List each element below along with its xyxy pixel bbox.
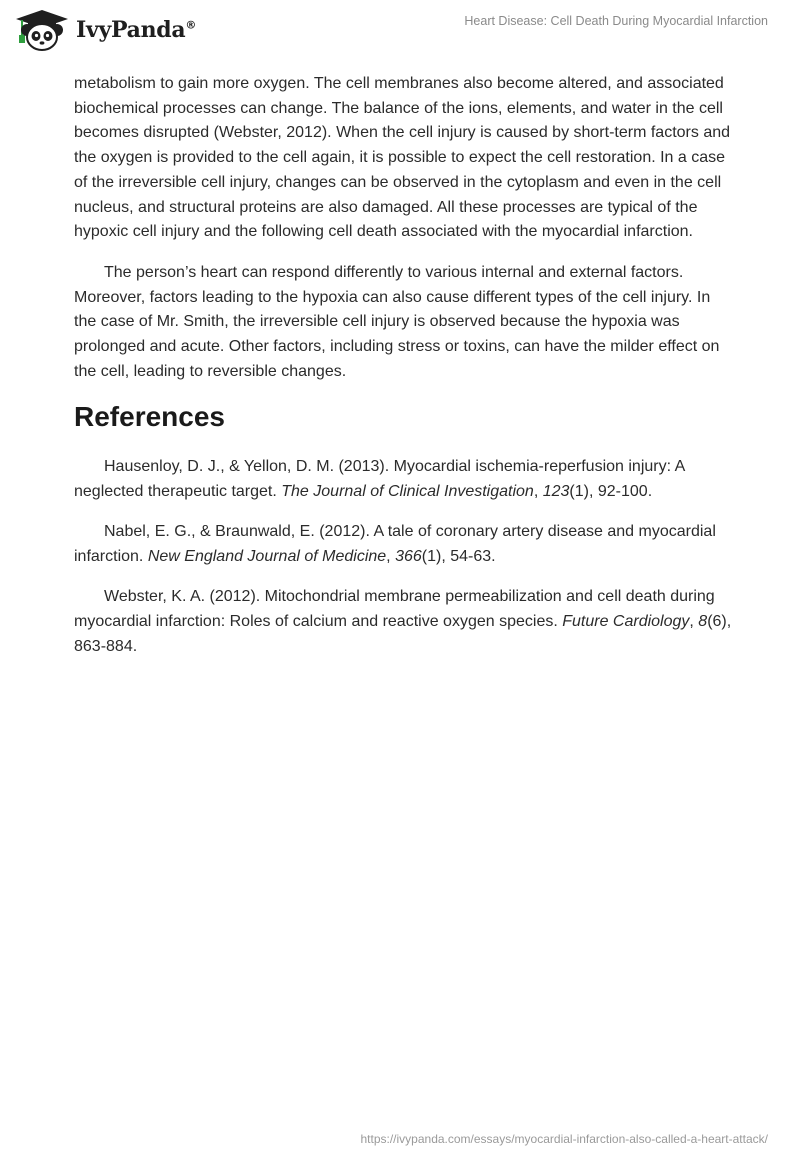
reference-volume: 8 xyxy=(698,613,708,631)
reference-item-2 xyxy=(74,519,734,569)
logo-wordmark: IvyPanda xyxy=(76,17,186,43)
reference-separator: , xyxy=(386,548,396,566)
logo-text xyxy=(76,17,196,43)
reference-separator: , xyxy=(533,483,543,501)
reference-volume: 366 xyxy=(395,548,422,566)
reference-pages: (1), 92-100. xyxy=(569,483,653,501)
reference-journal: The Journal of Clinical Investigation xyxy=(281,483,534,501)
reference-journal: Future Cardiology xyxy=(562,613,690,631)
essay-content xyxy=(74,72,734,674)
panda-graduation-cap-icon xyxy=(14,8,70,52)
reference-journal: New England Journal of Medicine xyxy=(147,548,387,566)
reference-item-1 xyxy=(74,454,734,504)
reference-pages: (6), 863-884. xyxy=(74,613,732,656)
ivypanda-logo[interactable] xyxy=(14,8,196,52)
reference-separator: , xyxy=(689,613,699,631)
page-header xyxy=(0,0,800,62)
registered-mark: ® xyxy=(185,18,197,32)
reference-authors: Hausenloy, D. J., & Yellon, D. M. (2013). Myocardial ischemia-reperfusion injury: A neglected therapeutic target. xyxy=(74,458,685,501)
reference-item-3 xyxy=(74,584,734,659)
reference-volume: 123 xyxy=(542,483,570,501)
references-heading: References xyxy=(74,401,225,433)
reference-authors: Webster, K. A. (2012). Mitochondrial membrane permeabilization and cell death during myocardial infarction: Roles of calcium and reactive oxygen species. xyxy=(74,588,715,631)
source-url-link[interactable]: https://ivypanda.com/essays/myocardial-infarction-also-called-a-heart-attack/ xyxy=(360,1132,768,1146)
reference-pages: (1), 54-63. xyxy=(421,548,496,566)
body-paragraph-1: metabolism to gain more oxygen. The cell membranes also become altered, and associated biochemical processes can change. The balance of the ions, elements, and water in the cell becomes disrupted (Webster, 2012). When the cell injury is caused by short-term factors and the oxygen is provided to the cell again, it is possible to expect the cell restoration. In a case of the irreversible cell injury, changes can be observed in the cytoplasm and even in the cell nucleus, and structural proteins are also damaged. All these processes are typical of the hypoxic cell injury and the following cell death associated with the myocardial infarction. xyxy=(74,75,731,241)
body-paragraph-2: The person’s heart can respond differently to various internal and external factors. Moreover, factors leading to the hypoxia can also cause different types of the cell injury. In the case of Mr. Smith, the irreversible cell injury is observed because the hypoxia was prolonged and acute. Other factors, including stress or toxins, can have the milder effect on the cell, leading to reversible changes. xyxy=(74,263,720,380)
document-title: Heart Disease: Cell Death During Myocardial Infarction xyxy=(464,14,768,28)
reference-authors: Nabel, E. G., & Braunwald, E. (2012). A tale of coronary artery disease and myocardial infarction. xyxy=(74,523,716,566)
